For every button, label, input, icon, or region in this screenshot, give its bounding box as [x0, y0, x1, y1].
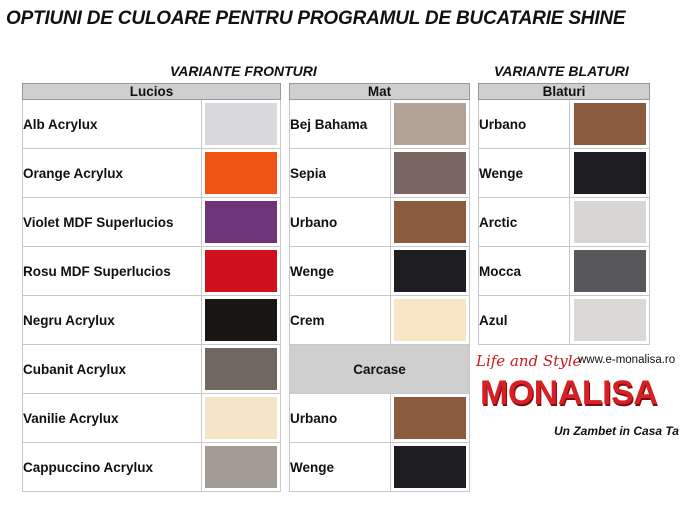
logo-script: Life and Style	[476, 352, 582, 370]
carcase-header: Carcase	[290, 345, 470, 394]
logo-tagline: Un Zambet in Casa Ta	[554, 424, 679, 438]
lucios-header: Lucios	[23, 84, 281, 100]
color-name: Wenge	[290, 247, 391, 296]
fronts-heading: VARIANTE FRONTURI	[170, 63, 317, 79]
color-name: Urbano	[290, 198, 391, 247]
color-name: Azul	[479, 296, 570, 345]
swatch-row	[23, 296, 281, 345]
carcase-header-row	[290, 345, 470, 394]
color-name: Sepia	[290, 149, 391, 198]
mat-table	[289, 83, 470, 492]
color-swatch	[394, 446, 466, 488]
mat-header: Mat	[290, 84, 470, 100]
color-name: Alb Acrylux	[23, 100, 202, 149]
swatch-cell	[391, 198, 470, 247]
monalisa-logo	[474, 352, 694, 448]
color-swatch	[205, 397, 277, 439]
swatch-cell	[202, 198, 281, 247]
color-name: Arctic	[479, 198, 570, 247]
color-swatch	[394, 299, 466, 341]
swatch-row	[290, 443, 470, 492]
swatch-row	[479, 247, 650, 296]
color-name: Rosu MDF Superlucios	[23, 247, 202, 296]
swatch-cell	[391, 443, 470, 492]
page-title: OPTIUNI DE CULOARE PENTRU PROGRAMUL DE BUCATARIE SHINE	[6, 8, 626, 29]
blaturi-rows	[479, 100, 650, 345]
color-swatch	[205, 299, 277, 341]
color-swatch	[574, 299, 646, 341]
color-swatch	[394, 201, 466, 243]
swatch-row	[23, 247, 281, 296]
color-swatch	[205, 250, 277, 292]
color-swatch	[394, 152, 466, 194]
lucios-table	[22, 83, 281, 492]
color-name: Urbano	[290, 394, 391, 443]
blaturi-header: Blaturi	[479, 84, 650, 100]
lucios-rows	[23, 100, 281, 492]
swatch-row	[23, 100, 281, 149]
logo-url: www.e-monalisa.ro	[578, 354, 676, 366]
swatch-cell	[570, 296, 650, 345]
color-name: Urbano	[479, 100, 570, 149]
color-name: Cubanit Acrylux	[23, 345, 202, 394]
color-name: Vanilie Acrylux	[23, 394, 202, 443]
color-name: Orange Acrylux	[23, 149, 202, 198]
swatch-row	[23, 394, 281, 443]
swatch-row	[290, 394, 470, 443]
swatch-row	[479, 296, 650, 345]
swatch-row	[290, 198, 470, 247]
swatch-cell	[391, 149, 470, 198]
color-swatch	[394, 103, 466, 145]
blaturi-table	[478, 83, 650, 345]
swatch-row	[479, 149, 650, 198]
swatch-cell	[202, 394, 281, 443]
swatch-cell	[391, 100, 470, 149]
logo-brand: MONALISA	[480, 374, 658, 412]
color-swatch	[205, 103, 277, 145]
swatch-row	[290, 296, 470, 345]
color-name: Wenge	[290, 443, 391, 492]
swatch-cell	[202, 100, 281, 149]
swatch-row	[23, 149, 281, 198]
color-name: Bej Bahama	[290, 100, 391, 149]
swatch-row	[479, 100, 650, 149]
swatch-cell	[391, 247, 470, 296]
color-swatch	[574, 152, 646, 194]
swatch-cell	[570, 149, 650, 198]
color-name: Violet MDF Superlucios	[23, 198, 202, 247]
color-name: Cappuccino Acrylux	[23, 443, 202, 492]
color-swatch	[574, 103, 646, 145]
swatch-cell	[202, 247, 281, 296]
swatch-row	[290, 100, 470, 149]
tops-heading: VARIANTE BLATURI	[494, 63, 629, 79]
swatch-cell	[570, 198, 650, 247]
color-swatch	[574, 250, 646, 292]
color-name: Mocca	[479, 247, 570, 296]
swatch-cell	[570, 247, 650, 296]
swatch-cell	[391, 296, 470, 345]
swatch-row	[290, 149, 470, 198]
color-swatch	[394, 250, 466, 292]
color-swatch	[205, 446, 277, 488]
swatch-cell	[202, 149, 281, 198]
color-swatch	[205, 201, 277, 243]
swatch-cell	[202, 296, 281, 345]
swatch-row	[23, 198, 281, 247]
color-swatch	[205, 152, 277, 194]
swatch-row	[23, 345, 281, 394]
swatch-row	[479, 198, 650, 247]
swatch-cell	[570, 100, 650, 149]
swatch-row	[290, 247, 470, 296]
color-swatch	[205, 348, 277, 390]
swatch-cell	[391, 394, 470, 443]
color-name: Crem	[290, 296, 391, 345]
swatch-cell	[202, 345, 281, 394]
swatch-row	[23, 443, 281, 492]
color-swatch	[574, 201, 646, 243]
swatch-cell	[202, 443, 281, 492]
color-name: Negru Acrylux	[23, 296, 202, 345]
color-swatch	[394, 397, 466, 439]
mat-rows	[290, 100, 470, 492]
color-name: Wenge	[479, 149, 570, 198]
